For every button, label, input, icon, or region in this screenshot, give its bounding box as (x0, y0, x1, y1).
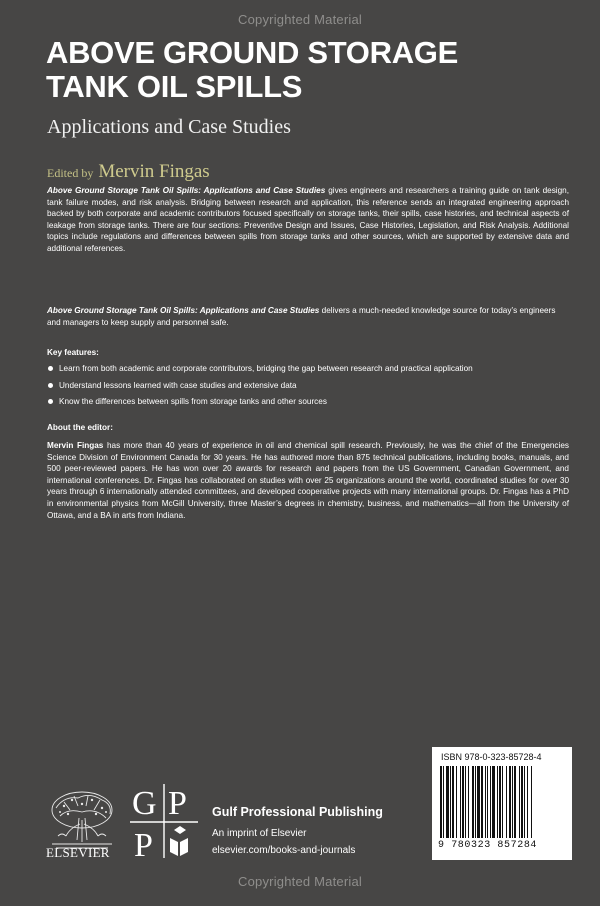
editor-credit (47, 161, 210, 183)
about-editor-heading: About the editor: (47, 423, 113, 432)
about-editor-bio: has more than 40 years of experience in oil and chemical spill research. Previously, he was the chief of the Emergencies Science Division of Environment Canada for 30 years. He has authored more than 875 technical publications, including books, manuals, and 500 peer-reviewed papers. He has won over 20 awards for research and papers from the US Government, Canadian Government, and international conferences. Dr. Fingas has collaborated on studies with over 25 organizations around the world, coordinated studies for over 30 years through 6 internationally attended committees, and developed cooperative projects with many international groups. Dr. Fingas has a PhD in environmental physics from McGill University, three Master’s degrees in chemistry, business, and mathematics—all from the University of Ottawa, and a BA in arts from Indiana. (47, 441, 569, 520)
editor-name: Mervin Fingas (98, 161, 210, 182)
description-paragraph-1 (47, 185, 569, 255)
publisher-url: elsevier.com/books-and-journals (212, 845, 356, 856)
bullet-icon (48, 399, 53, 404)
list-item-text: Understand lessons learned with case studies and extensive data (59, 380, 297, 390)
description-title-ref: Above Ground Storage Tank Oil Spills: Applications and Case Studies (47, 186, 326, 195)
bullet-icon (48, 383, 53, 388)
book-subtitle: Applications and Case Studies (47, 116, 291, 138)
list-item-text: Know the differences between spills from storage tanks and other sources (59, 397, 327, 406)
list-item (47, 396, 572, 407)
gpp-letter-g: G (132, 785, 157, 822)
publisher-name: Gulf Professional Publishing (212, 805, 383, 819)
isbn-label: ISBN 978-0-323-85728-4 (441, 752, 542, 762)
list-item-text: Learn from both academic and corporate contributors, bridging the gap between research and practical application (59, 364, 473, 373)
about-editor-name: Mervin Fingas (47, 441, 104, 450)
description-text: gives engineers and researchers a training guide on tank design, tank failure modes, and risk analysis. Bridging between research and application, this reference sends an integrated engineering approach backed by both corporate and academic contributors focused specifically on storage tanks, their spills, case histories, and technical aspects of leakage from storage tanks. There are four sections: Preventive Design and Issues, Case Histories, Legislation, and Risk Analysis. Additional topics include regulations and differences between spills from storage tanks and other sources, which are supported by extensive data and additional references. (47, 186, 569, 253)
description-text: delivers a much-needed knowledge source for today’s engineers and managers to keep supply and personnel safe. (47, 306, 556, 327)
list-item (47, 380, 572, 391)
book-title (46, 36, 566, 104)
description-title-ref: Above Ground Storage Tank Oil Spills: Applications and Case Studies (47, 306, 320, 315)
book-icon (170, 826, 188, 856)
watermark-top: Copyrighted Material (238, 12, 362, 27)
title-line-1: ABOVE GROUND STORAGE (46, 35, 458, 70)
bullet-icon (48, 366, 53, 371)
gpp-logo (130, 782, 198, 860)
gpp-letter-p1: P (168, 785, 187, 822)
publisher-imprint: An imprint of Elsevier (212, 828, 307, 839)
isbn-barcode (432, 747, 572, 860)
barcode-icon (440, 766, 564, 838)
watermark-bottom: Copyrighted Material (238, 874, 362, 889)
gpp-letter-p2: P (134, 827, 153, 860)
barcode-digits: 9 780323 857284 (438, 840, 538, 851)
description-paragraph-2 (47, 305, 569, 328)
key-features-heading: Key features: (47, 348, 99, 357)
key-features-list (47, 363, 572, 413)
list-item (47, 363, 572, 374)
about-editor-paragraph (47, 440, 569, 521)
title-line-2: TANK OIL SPILLS (46, 69, 303, 104)
edited-by-label: Edited by (47, 166, 94, 180)
elsevier-wordmark: ELSEVIER (46, 845, 110, 860)
